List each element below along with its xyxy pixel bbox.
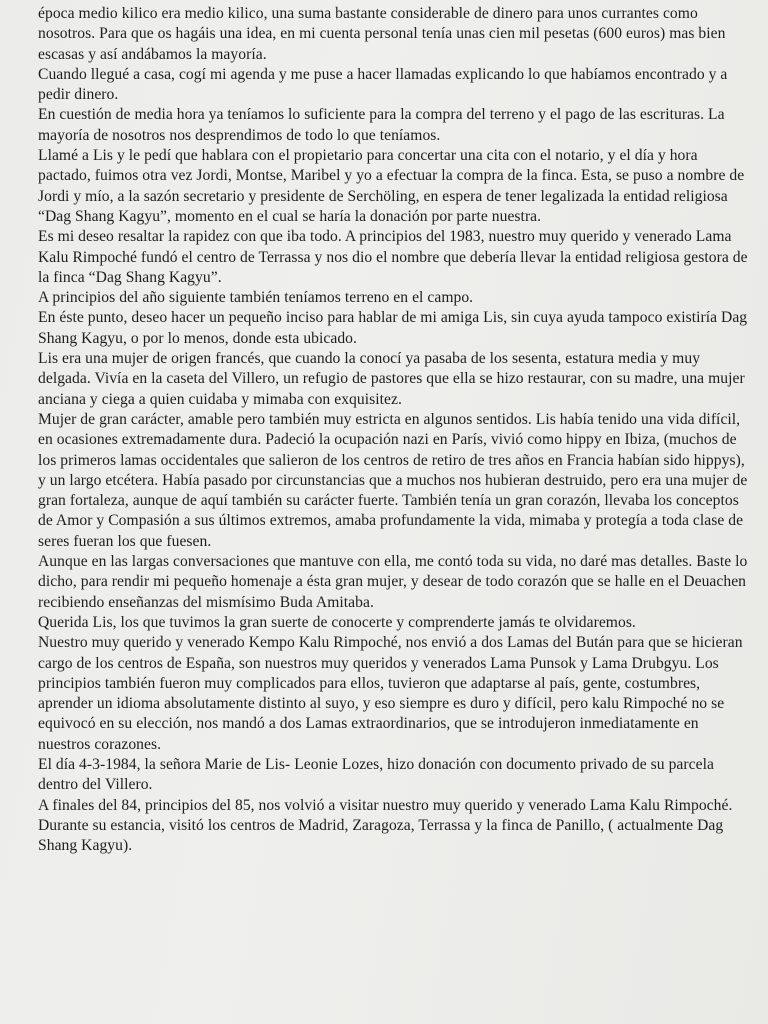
paragraph: Lis era una mujer de origen francés, que cuando la conocí ya pasaba de los sesenta, estatura media y muy delgada. Vivía en la caseta del Villero, un refugio de pastores que ella se hizo restaurar, con su madre, una mujer anciana y ciega a quien cuidaba y mimaba con exquisitez. (38, 350, 745, 408)
paragraph: Es mi deseo resaltar la rapidez con que iba todo. A principios del 1983, nuestro muy querido y venerado Lama Kalu Rimpoché fundó el centro de Terrassa y nos dio el nombre que debería llevar la entidad religiosa gestora de la finca “Dag Shang Kagyu”. (38, 228, 748, 286)
paragraph: El día 4-3-1984, la señora Marie de Lis- Leonie Lozes, hizo donación con documento privado de su parcela dentro del Villero. (38, 755, 714, 794)
paragraph: A principios del año siguiente también teníamos terreno en el campo. (38, 289, 474, 307)
paragraph: En éste punto, deseo hacer un pequeño inciso para hablar de mi amiga Lis, sin cuya ayuda tampoco existiría Dag Shang Kagyu, o por lo menos, donde esta ubicado. (38, 309, 748, 347)
paragraph: A finales del 84, principios del 85, nos volvió a visitar nuestro muy querido y venerado Lama Kalu Rimpoché. Durante su estancia, visitó los centros de Madrid, Zaragoza, Terrassa y la finca de Panillo, ( actualmente Dag Shang Kagyu). (38, 796, 733, 855)
paragraph: Llamé a Lis y le pedí que hablara con el propietario para concertar una cita con el notario, y el día y hora pactado, fuimos otra vez Jordi, Montse, Maribel y yo a efectuar la compra de la finca. Esta, se puso a nombre de Jordi y mío, a la sazón secretario y presidente de Serchöling, en espera de tener legalizada la entidad religiosa “Dag Shang Kagyu”, momento en el cual se haría la donación por parte nuestra. (38, 147, 745, 225)
paragraph: Mujer de gran carácter, amable pero también muy estricta en algunos sentidos. Lis había tenido una vida difícil, en ocasiones extremadamente dura. Padeció la ocupación nazi en París, vivió como hippy en Ibiza, (muchos de los primeros lamas occidentales que salieron de los centros de retiro de tres años en Francia habían sido hippys), y un largo etcétera. Había pasado por circunstancias que a muchos nos hubieran destruido, pero era una mujer de gran fortaleza, aunque de aquí también su carácter fuerte. También tenía un gran corazón, llevaba los conceptos de Amor y Compasión a sus últimos extremos, amaba profundamente la vida, mimaba y protegía a toda clase de seres fueran los que fuesen. (38, 410, 748, 550)
paragraph: Aunque en las largas conversaciones que mantuve con ella, me contó toda su vida, no daré mas detalles. Baste lo dicho, para rendir mi pequeño homenaje a ésta gran mujer, y desear de todo corazón que se halle en el Deuachen recibiendo enseñanzas del mismísimo Buda Amitaba. (38, 553, 748, 611)
paragraph: Cuando llegué a casa, cogí mi agenda y me puse a hacer llamadas explicando lo que habíamos encontrado y a pedir dinero. (38, 65, 728, 104)
paragraph: Nuestro muy querido y venerado Kempo Kalu Rimpoché, nos envió a dos Lamas del Bután para que se hicieran cargo de los centros de España, son nuestros muy queridos y venerados Lama Punsok y Lama Drubgyu. Los principios también fueron muy complicados para ellos, tuvieron que adaptarse al país, gente, costumbres, aprender un idioma absolutamente distinto al suyo, y eso siempre es duro y difícil, pero kalu Rimpoché no se equivocó en su elección, nos mandó a dos Lamas extraordinarios, que se introdujeron inmediatamente en nuestros corazones. (38, 634, 743, 753)
paragraph: Querida Lis, los que tuvimos la gran suerte de conocerte y comprenderte jamás te olvidaremos. (38, 613, 636, 631)
paragraph: En cuestión de media hora ya teníamos lo suficiente para la compra del terreno y el pago de las escrituras. La mayoría de nosotros nos desprendimos de todo lo que teníamos. (38, 106, 725, 144)
paragraph: época medio kilico era medio kilico, una suma bastante considerable de dinero para unos currantes como nosotros. Para que os hagáis una idea, en mi cuenta personal tenía unas cien mil pesetas (600 euros) mas bien escasas y así andábamos la mayoría. (38, 5, 726, 63)
